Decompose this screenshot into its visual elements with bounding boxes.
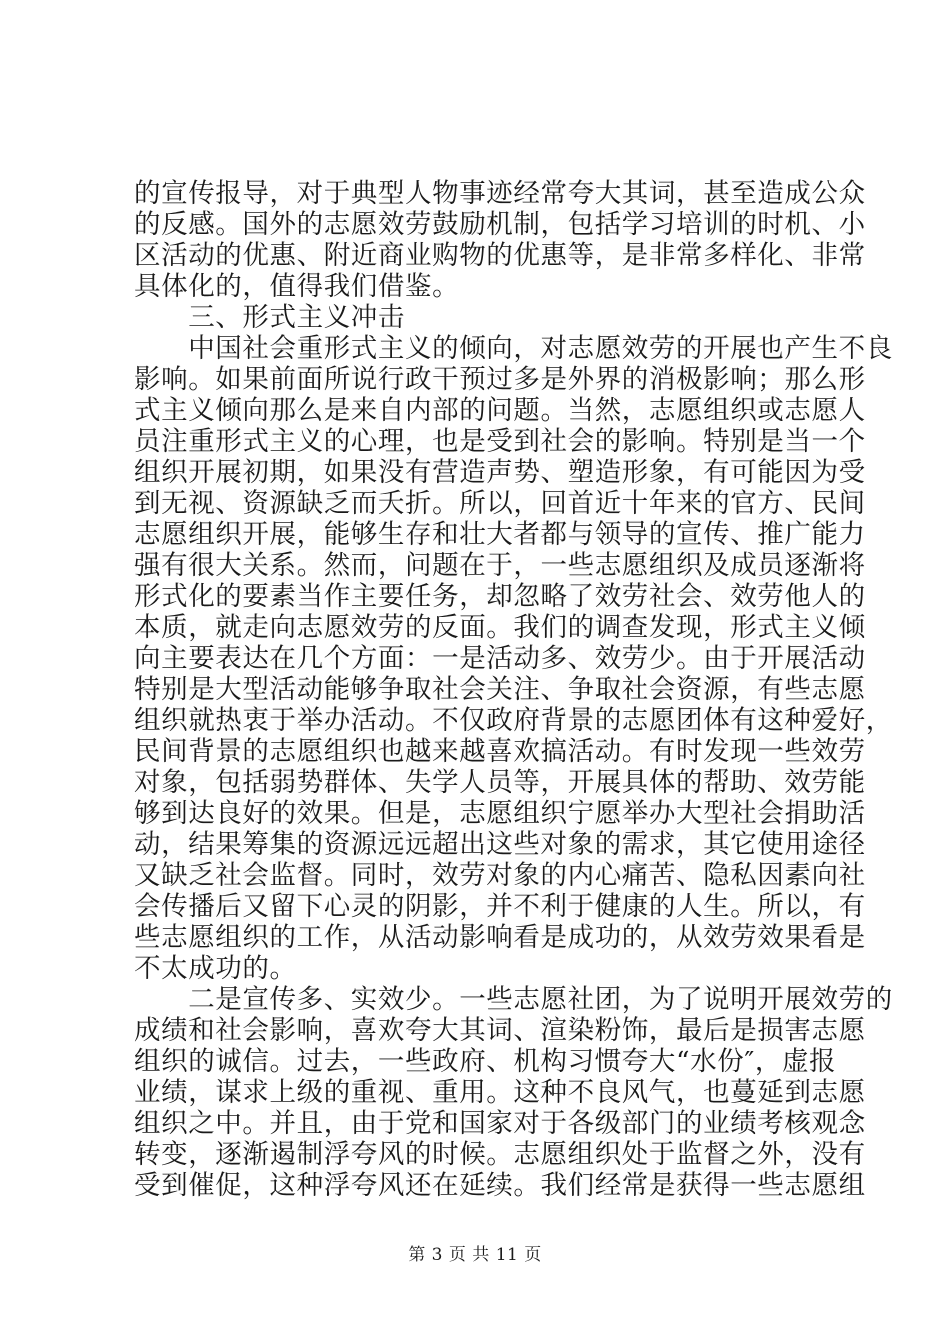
text-line: 向主要表达在几个方面：一是活动多、效劳少。由于开展活动: [134, 643, 866, 674]
text-line: 成绩和社会影响，喜欢夸大其词、渲染粉饰，最后是损害志愿: [134, 1015, 866, 1046]
text-line: 受到催促，这种浮夸风还在延续。我们经常是获得一些志愿组: [134, 1170, 866, 1201]
text-line: 志愿组织开展，能够生存和壮大者都与领导的宣传、推广能力: [134, 519, 866, 550]
text-line: 对象，包括弱势群体、失学人员等，开展具体的帮助、效劳能: [134, 767, 866, 798]
text-line: 又缺乏社会监督。同时，效劳对象的内心痛苦、隐私因素向社: [134, 860, 866, 891]
text-line: 组织开展初期，如果没有营造声势、塑造形象，有可能因为受: [134, 457, 866, 488]
text-line: 到无视、资源缺乏而夭折。所以，回首近十年来的官方、民间: [134, 488, 866, 519]
text-line: 会传播后又留下心灵的阴影，并不利于健康的人生。所以，有: [134, 891, 866, 922]
text-line: 式主义倾向那么是来自内部的问题。当然，志愿组织或志愿人: [134, 395, 866, 426]
text-line: 的反感。国外的志愿效劳鼓励机制，包括学习培训的时机、小: [134, 209, 866, 240]
text-line: 够到达良好的效果。但是，志愿组织宁愿举办大型社会捐助活: [134, 798, 866, 829]
text-line: 些志愿组织的工作，从活动影响看是成功的，从效劳效果看是: [134, 922, 866, 953]
text-line: 组织之中。并且，由于党和国家对于各级部门的业绩考核观念: [134, 1108, 866, 1139]
text-line: 不太成功的。: [134, 953, 297, 984]
body-text: [134, 178, 893, 1201]
section-heading: 三、形式主义冲击: [134, 302, 405, 333]
text-line: 特别是大型活动能够争取社会关注、争取社会资源，有些志愿: [134, 674, 866, 705]
text-line: 本质，就走向志愿效劳的反面。我们的调查发现，形式主义倾: [134, 612, 866, 643]
text-line: 动，结果筹集的资源远远超出这些对象的需求，其它使用途径: [134, 829, 866, 860]
text-line: 二是宣传多、实效少。一些志愿社团，为了说明开展效劳的: [134, 984, 893, 1015]
text-line: 组织就热衷于举办活动。不仅政府背景的志愿团体有这种爱好，: [134, 705, 893, 736]
text-line: 区活动的优惠、附近商业购物的优惠等，是非常多样化、非常: [134, 240, 866, 271]
text-line: 形式化的要素当作主要任务，却忽略了效劳社会、效劳他人的: [134, 581, 866, 612]
text-line: 具体化的，值得我们借鉴。: [134, 271, 460, 302]
text-line: 组织的诚信。过去，一些政府、机构习惯夸大“水份″，虚报: [134, 1046, 837, 1077]
text-line: 强有很大关系。然而，问题在于，一些志愿组织及成员逐渐将: [134, 550, 866, 581]
text-line: 的宣传报导，对于典型人物事迹经常夸大其词，甚至造成公众: [134, 178, 866, 209]
text-line: 民间背景的志愿组织也越来越喜欢搞活动。有时发现一些效劳: [134, 736, 866, 767]
text-line: 转变，逐渐遏制浮夸风的时候。志愿组织处于监督之外，没有: [134, 1139, 866, 1170]
page-number-footer: 第 3 页 共 11 页: [408, 1245, 542, 1265]
text-line: 员注重形式主义的心理，也是受到社会的影响。特别是当一个: [134, 426, 866, 457]
text-line: 业绩，谋求上级的重视、重用。这种不良风气，也蔓延到志愿: [134, 1077, 866, 1108]
text-line: 中国社会重形式主义的倾向，对志愿效劳的开展也产生不良: [134, 333, 893, 364]
text-line: 影响。如果前面所说行政干预过多是外界的消极影响；那么形: [134, 364, 866, 395]
